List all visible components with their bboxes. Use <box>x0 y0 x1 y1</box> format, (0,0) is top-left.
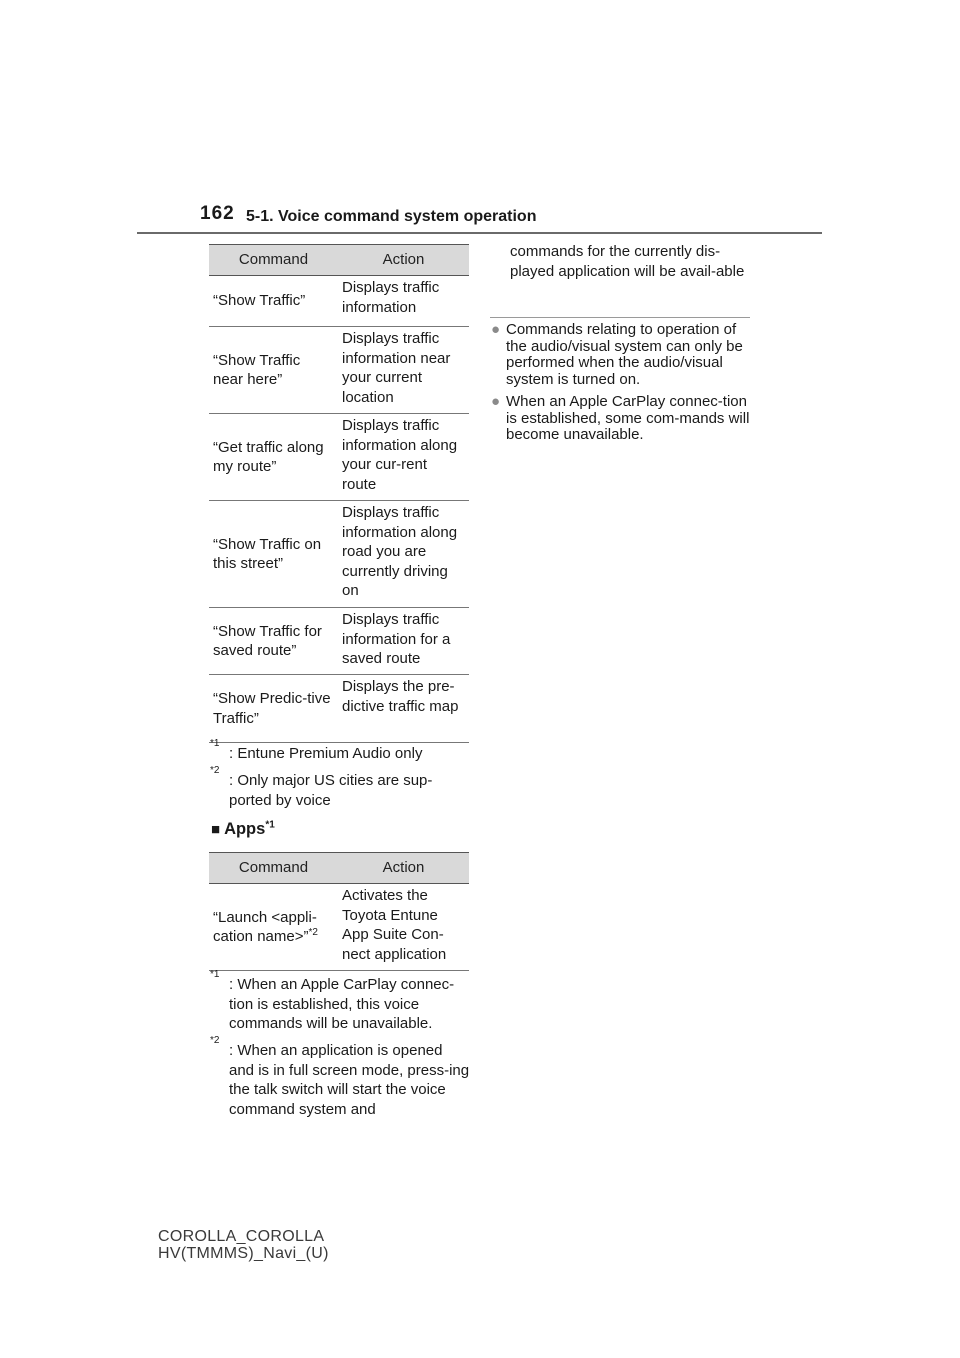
action-cell: Displays traffic information along road you are currently driving on <box>338 501 469 608</box>
command-cell <box>209 884 338 971</box>
column-header-action: Action <box>338 853 469 884</box>
command-cell: “Get traffic along my route” <box>209 414 338 501</box>
command-footnote-mark: *2 <box>308 927 318 938</box>
column-header-command: Command <box>209 245 338 276</box>
action-cell: Displays traffic information near your current location <box>338 327 469 414</box>
bullet-text: Commands relating to operation of the audio/visual system can only be performed when the audio/visual system is turned on. <box>506 321 743 388</box>
table-header-row <box>209 853 469 884</box>
bullet-text: When an Apple CarPlay connec-tion is established, some com-mands will become unavailable. <box>506 393 750 443</box>
bullet-item <box>491 394 753 444</box>
action-cell: Displays traffic information along your cur-rent route <box>338 414 469 501</box>
command-text: “Launch <appli-cation name>” <box>213 908 317 945</box>
traffic-command-table <box>209 244 469 743</box>
header-rule <box>137 232 822 234</box>
command-cell: “Show Traffic on this street” <box>209 501 338 608</box>
command-cell: “Show Predic-tive Traffic” <box>209 675 338 743</box>
command-cell: “Show Traffic near here” <box>209 327 338 414</box>
table-row <box>209 884 469 971</box>
apps-footnote-1: *1 : When an Apple CarPlay connec-tion is established, this voice commands will be unavailable. <box>210 975 470 1034</box>
column-header-action: Action <box>338 245 469 276</box>
footnote-2: *2 : Only major US cities are sup-ported by voice <box>210 771 470 810</box>
section-title: 5-1. Voice command system operation <box>246 208 537 225</box>
command-cell: “Show Traffic” <box>209 276 338 327</box>
action-cell: Displays the pre-dictive traffic map <box>338 675 469 743</box>
table-row <box>209 608 469 675</box>
circle-bullet-icon: ● <box>491 393 501 410</box>
apps-heading <box>211 820 275 839</box>
table-row <box>209 675 469 743</box>
action-cell: Displays traffic information <box>338 276 469 327</box>
footnote-text: : Only major US cities are sup-ported by voice <box>229 772 433 809</box>
action-cell: Activates the Toyota Entune App Suite Con-nect application <box>338 884 469 971</box>
column-header-command: Command <box>209 853 338 884</box>
table-row <box>209 501 469 608</box>
footnote-text: : Entune Premium Audio only <box>229 745 423 762</box>
apps-title: Apps <box>224 820 266 838</box>
apps-command-table <box>209 852 469 971</box>
footnote-1: *1 : Entune Premium Audio only <box>210 744 470 764</box>
footer-line: HV(TMMMS)_Navi_(U) <box>158 1245 329 1262</box>
apps-title-footnote-mark: *1 <box>265 819 275 831</box>
footnote-text: : When an Apple CarPlay connec-tion is established, this voice commands will be unavailable. <box>229 976 455 1032</box>
action-cell: Displays traffic information for a saved route <box>338 608 469 675</box>
table-row <box>209 276 469 327</box>
table-row <box>209 414 469 501</box>
square-bullet-icon: ■ <box>211 821 221 838</box>
table-row <box>209 327 469 414</box>
footer-line: COROLLA_COROLLA <box>158 1228 325 1245</box>
page-number: 162 <box>200 203 235 224</box>
footnote-text: : When an application is opened and is in full screen mode, press-ing the talk switch will start the voice command system and <box>229 1042 470 1118</box>
footer-model-code <box>158 1228 329 1262</box>
table-header-row <box>209 245 469 276</box>
circle-bullet-icon: ● <box>491 321 501 338</box>
command-cell: “Show Traffic for saved route” <box>209 608 338 675</box>
continued-footnote-text: commands for the currently dis-played application will be avail-able <box>510 243 745 280</box>
apps-footnote-2: *2 : When an application is opened and is in full screen mode, press-ing the talk switch will start the voice command system and <box>210 1035 470 1118</box>
divider <box>490 317 750 318</box>
bullet-item <box>491 322 753 388</box>
